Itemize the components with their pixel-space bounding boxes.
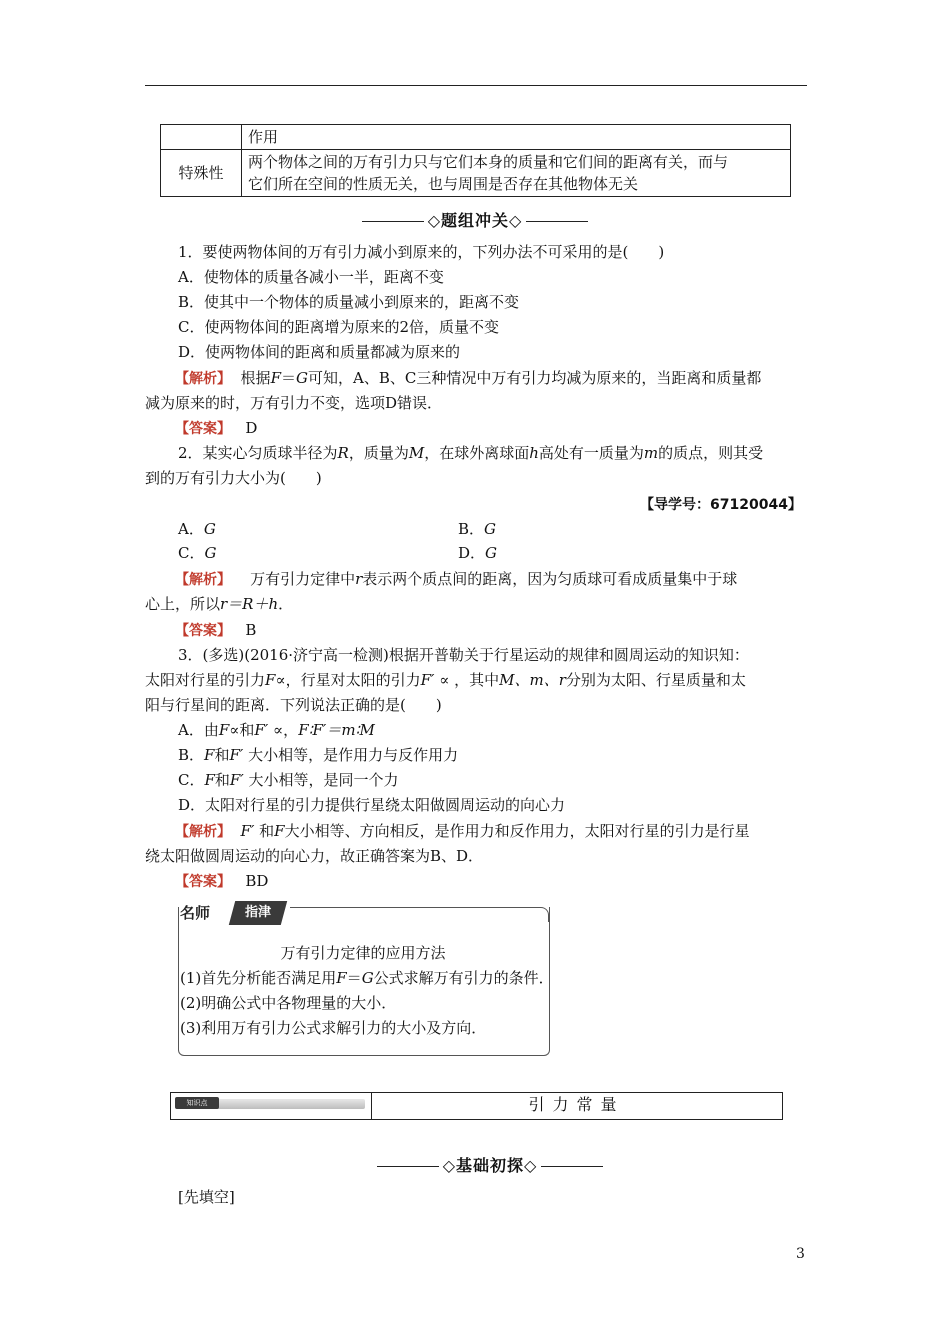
option-c: C．使两物体间的距离增为原来的2倍，质量不变 [178,318,500,336]
text: 大小相等，是同一个力 [248,771,399,789]
var: F [274,822,285,840]
text: ＝ [346,969,362,987]
analysis-line [145,594,810,614]
question-stem [178,443,843,463]
var: F′ [240,822,255,840]
text: 表示两个质点间的距离，因为匀质球可看成质量集中于球 [362,570,738,588]
option-b [178,745,843,765]
text: ∝和 [229,721,255,739]
var: r＝R＋h [220,595,279,613]
var: F [270,369,281,387]
analysis-line: 绕太阳做圆周运动的向心力，故正确答案为B、D． [145,847,484,865]
answer-line [175,871,840,892]
question-stem-cont [145,670,810,690]
table-cell [242,150,791,197]
text: D． [458,544,486,562]
var: F [336,969,347,987]
text: B． [178,746,205,764]
table-cell-line: 它们所在空间的性质无关，也与周围是否存在其他物体无关 [248,175,639,193]
option-d: D．太阳对行星的引力提供行星绕太阳做圆周运动的向心力 [178,796,566,814]
text: 公式求解万有引力的条件． [373,969,554,987]
text: ，其中 [454,671,500,689]
text: 和 [214,771,230,789]
answer-tag: 【答案】 [175,874,231,890]
text: 万有引力定律中 [250,570,356,588]
var: F [204,746,215,764]
var: r [355,570,363,588]
text: 高处有一质量为 [538,444,644,462]
page-number: 3 [796,1246,805,1262]
teacher-tip-item: (3)利用万有引力公式求解引力的大小及方向． [180,1019,487,1037]
text: C． [178,544,205,562]
text: 和 [259,822,275,840]
option-b [458,519,658,539]
text: B． [458,520,485,538]
text: 可知，A、B、C三种情况中万有引力均减为原来的，当距离和质量都 [307,369,762,387]
text: 2．某实心匀质球半径为 [178,444,338,462]
option-a [178,720,843,740]
answer-tag: 【答案】 [175,421,231,437]
guide-reference: 【导学号：67120044】 [640,497,802,513]
option-a: A．使物体的质量各减小一半，距离不变 [178,268,444,286]
knowledge-point-chip: 知识点 [175,1097,219,1109]
text: C． [178,771,205,789]
fill-blank-label: [先填空] [178,1188,235,1206]
var: m [643,444,659,462]
answer-line [175,418,840,439]
teacher-tips-top-border [290,907,549,922]
text: 心上，所以 [145,595,221,613]
text: ，在球外离球面 [424,444,530,462]
text: ∝ [439,671,450,689]
table-row [161,150,791,197]
badge-right [229,901,287,925]
teacher-tip-item [180,968,554,988]
knowledge-point-bar [170,1092,783,1120]
var: M、m、r [499,671,566,689]
text: 大小相等、方向相反，是作用力和反作用力，太阳对行星的引力是行星 [284,822,750,840]
text: ． [278,595,294,613]
text: 根据 [240,369,271,387]
var: F∶F′＝m∶M [298,721,375,739]
analysis-line [175,821,840,842]
analysis-line: 减为原来的时，万有引力不变，选项D错误． [145,394,443,412]
text: 分别为太阳、行星质量和太 [565,671,746,689]
text: ，质量为 [348,444,409,462]
var: M [408,444,425,462]
answer-value: D [245,419,258,437]
analysis-tag: 【解析】 [175,824,231,840]
analysis-line [175,368,840,389]
var: G [203,520,216,538]
var: F′ [229,746,244,764]
var: F′ [229,771,244,789]
answer-value: BD [245,872,269,890]
option-b: B．使其中一个物体的质量减小到原来的，距离不变 [178,293,520,311]
var: G [204,544,217,562]
header-rule [145,85,807,86]
section-heading-text: ◇题组冲关◇ [427,211,523,230]
property-table [160,124,791,197]
knowledge-point-title: 引力常量 [528,1095,625,1114]
teacher-tips-badge [180,901,288,925]
table-cell [161,125,242,150]
var: F [265,671,276,689]
var: F′ [420,671,435,689]
question-stem-cont: 阳与行星间的距离．下列说法正确的是( ) [145,696,442,714]
text: ＝ [280,369,296,387]
answer-tag: 【答案】 [175,623,231,639]
teacher-tip-item: (2)明确公式中各物理量的大小． [180,994,397,1012]
var: F [204,771,215,789]
text: ∝， [273,721,299,739]
text: 太阳对行星的引力 [145,671,266,689]
question-stem-cont: 到的万有引力大小为( ) [145,469,322,487]
text: 大小相等，是作用力与反作用力 [248,746,459,764]
table-row [161,125,791,150]
option-d: D．使两物体间的距离和质量都减为原来的 [178,343,461,361]
var: F [218,721,230,739]
text: 和 [214,746,230,764]
var: G [484,520,497,538]
option-d [458,543,658,563]
analysis-line [175,569,840,590]
var: h [529,444,539,462]
text: A． [178,520,204,538]
section-heading [345,208,605,231]
answer-line [175,620,840,641]
var: F′ [254,721,269,739]
table-cell-label: 特殊性 [161,150,242,197]
section-heading-text: ◇基础初探◇ [442,1156,538,1175]
var: G [296,369,308,387]
option-c [178,770,843,790]
table-cell-line: 两个物体之间的万有引力只与它们本身的质量和它们间的距离有关，而与 [248,153,729,171]
answer-value: B [245,621,257,639]
var: R [337,444,349,462]
section-heading [360,1153,620,1176]
badge-right-text: 指津 [244,905,271,920]
analysis-tag: 【解析】 [175,371,231,387]
question-stem: 3．(多选)(2016·济宁高一检测)根据开普勒关于行星运动的规律和圆周运动的知识知： [178,646,749,664]
var: G [485,544,498,562]
text: A．由 [178,721,219,739]
var: G [361,969,374,987]
question-stem: 1．要使两物体间的万有引力减小到原来的，下列办法不可采用的是( ) [178,243,665,261]
badge-left: 名师 [180,903,232,923]
text: 的质点，则其受 [658,444,764,462]
text: (1)首先分析能否满足用 [180,969,337,987]
teacher-tips-title: 万有引力定律的应用方法 [280,944,446,962]
text: ∝，行星对太阳的引力 [275,671,421,689]
table-cell: 作用 [242,125,791,150]
analysis-tag: 【解析】 [175,572,231,588]
